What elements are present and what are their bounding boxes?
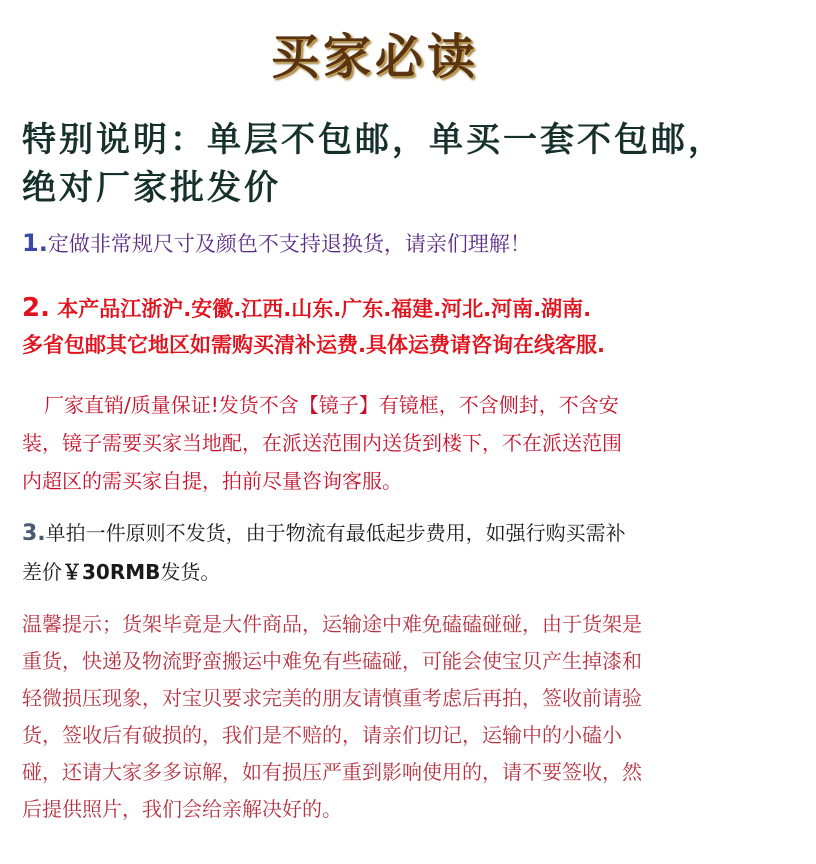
warm-tip-line-5: 碰，还请大家多多谅解，如有损压严重到影响使用的，请不要签收，然 [22, 760, 642, 784]
warm-tip-line-2: 重货，快递及物流野蛮搬运中难免有些磕碰，可能会使宝贝产生掉漆和 [22, 649, 642, 673]
section-2-details-line-2: 装，镜子需要买家当地配，在派送范围内送货到楼下，不在派送范围 [22, 431, 622, 455]
warm-tip [22, 606, 798, 828]
section-3-number: 3. [22, 521, 46, 546]
section-1-number: 1. [22, 229, 48, 257]
section-3-text-2-post: 发货。 [160, 560, 221, 584]
warm-tip-line-4: 货，签收后有破损的，我们是不赔的，请亲们切记，运输中的小磕小 [22, 723, 622, 747]
section-2-details-line-3: 内超区的需买家自提，拍前尽量咨询客服。 [22, 469, 402, 493]
warm-tip-line-6: 后提供照片，我们会给亲解决好的。 [22, 797, 342, 821]
special-note [22, 116, 802, 212]
section-3-text-2-pre: 差价 [22, 560, 62, 584]
section-2-line-1 [22, 290, 798, 327]
warm-tip-line-1: 温馨提示；货架毕竟是大件商品，运输途中难免磕磕碰碰，由于货架是 [22, 612, 642, 636]
section-1 [22, 226, 798, 261]
section-2 [22, 290, 798, 363]
section-3 [22, 514, 798, 591]
section-2-details [22, 386, 798, 500]
section-1-text: 定做非常规尺寸及颜色不支持退换货，请亲们理解！ [47, 232, 531, 256]
special-note-line-2: 绝对厂家批发价 [22, 168, 281, 208]
section-2-line-2: 多省包邮其它地区如需购买清补运费.具体运费请咨询在线客服. [22, 333, 605, 357]
section-2-details-line-1 [22, 386, 798, 424]
special-note-line-1: 特别说明：单层不包邮，单买一套不包邮， [22, 120, 725, 160]
section-3-line-1 [22, 514, 798, 553]
section-3-line-2 [22, 553, 798, 591]
warm-tip-line-3: 轻微损压现象，对宝贝要求完美的朋友请慎重考虑后再拍，签收前请验 [22, 686, 642, 710]
section-2-number: 2. [22, 293, 50, 323]
section-2-details-text-1: 厂家直销/质量保证!发货不含【镜子】有镜框，不含侧封，不含安 [44, 393, 619, 417]
section-2-text-1: 本产品江浙沪.安徽.江西.山东.广东.福建.河北.河南.湖南. [49, 297, 592, 321]
section-1-line [22, 226, 798, 261]
section-3-text-1: 单拍一件原则不发货，由于物流有最低起步费用，如强行购买需补 [45, 521, 626, 545]
page-title: 买家必读 [270, 29, 479, 85]
section-3-price: ￥30RMB [62, 560, 161, 584]
